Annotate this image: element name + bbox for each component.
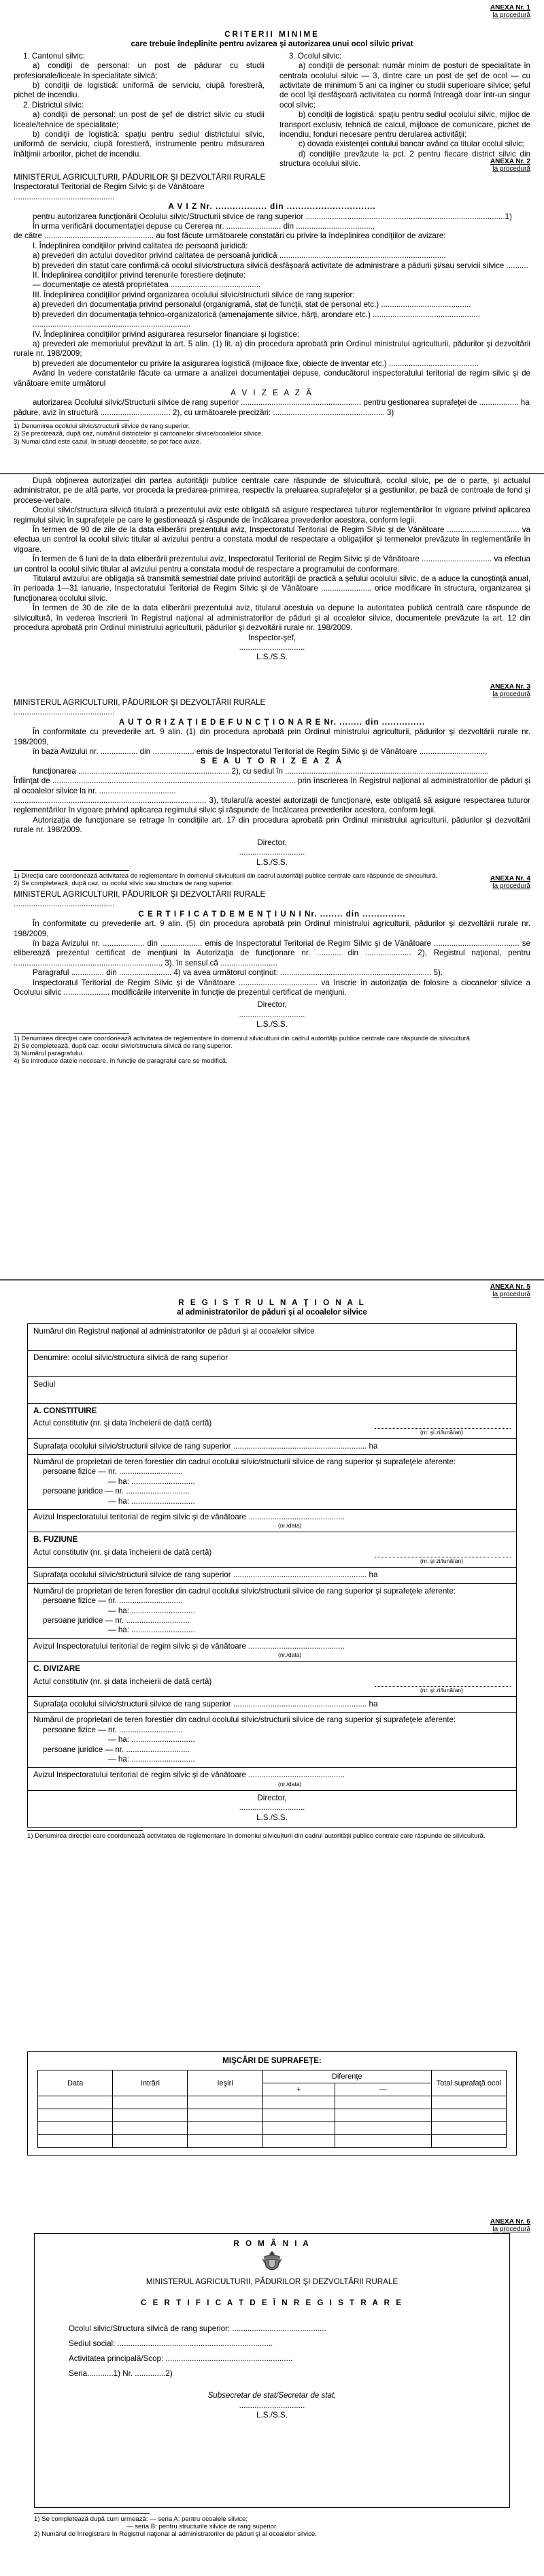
seal-label: L.S./S.S. <box>256 1813 288 1822</box>
field-label: persoane fizice — nr. ............................. <box>43 1725 183 1734</box>
paragraph: În termen de 90 de zile de la data eliberării prezentului aviz, Inspectoratul Teritorial de Regim Silvic şi de Vânătoare ................................. va efectua un control la ocolul silvic titular al avizului pentru a constata modul de respectare a obligaţiilor şi termenelor prevăzute în reglementările în vigoare. <box>14 525 530 554</box>
field-note: (nr. şi zi/lună/an) <box>420 1557 463 1565</box>
field-label: Actul constitutiv (nr. şi data încheierii de dată certă) <box>33 1547 212 1557</box>
aviz-line: pentru autorizarea funcţionării Ocolului silvic/Structurii silvice de rang superior ...........................................................................................1) <box>33 212 512 221</box>
field-label: Numărul de proprietari de teren forestier din cadrul ocolului silvic/structurii silvice de rang superior şi suprafeţele aferente: <box>33 1715 456 1725</box>
se-autorizeaza-heading: S E A U T O R I Z E A Z Ă <box>200 757 344 766</box>
aviz-line: III. Îndeplinirea condiţiilor privind organizarea ocolului silvic/structurii silvice de rang superior: <box>33 290 355 299</box>
annex-number: ANEXA Nr. 2 <box>490 158 530 165</box>
seal-label: L.S./S.S. <box>256 2411 288 2420</box>
field-label: — ha: ............................. <box>108 1625 195 1635</box>
field-label: Numărul de proprietari de teren forestier din cadrul ocolului silvic/structurii silvice de rang superior şi suprafeţele aferente: <box>33 1586 456 1596</box>
annex-label <box>14 875 530 890</box>
row-label: Numărul din Registrul naţional al administratorilor de păduri şi al ocoalelor silvice <box>33 1326 315 1336</box>
footnote: 2) Numărul de înregistrare în Registrul naţional al administratorilor de păduri şi al ocoalelor silvice. <box>34 2530 317 2539</box>
doc-line: În conformitate cu prevederile art. 9 alin. (1) din procedura aprobată prin Ordinul ministrului agriculturii, pădurilor şi dezvoltării rurale nr. 198/2009, <box>14 727 530 746</box>
criteria-title: CRITERII MINIME <box>224 30 320 39</box>
footnote: 1) Se completează după cum urmează: — seria A: pentru ocoalele silvice; <box>34 2515 248 2523</box>
registru-section <box>28 1662 516 1697</box>
footnote: 3) Numai când este cazul, în situaţii deosebite, se pot face avize. <box>14 437 201 446</box>
row-label: Sediul <box>33 1379 56 1389</box>
certificate-field: Sediul social: ....................................................................... <box>69 2339 273 2349</box>
criteria-item: 3. Ocolul silvic: <box>289 51 342 61</box>
footnote-rule <box>14 1033 129 1034</box>
annex-sub: la procedură <box>492 1291 530 1298</box>
autorizatie-title: A U T O R I Z A Ţ I E D E F U N C Ţ I O N A R E Nr. ........ din ............... <box>118 717 426 727</box>
inspectorate-name: Inspectoratul Teritorial de Regim Silvic şi de Vânătoare <box>14 182 205 192</box>
table-row <box>38 2122 507 2135</box>
paragraph: Titularul avizului are obligaţia să transmită semestrial date privind autorităţii de practică a şefului ocolului silvic, de a aduce la cunoştinţă anual, în perioada 1—31 ianuarie, Inspectoratului Teritorial de Regim Silvic şi de Vânătoare ....................... orice modificare în structura, organizarea şi funcţionarea ocolului silvic. <box>14 574 530 603</box>
field-label: persoane fizice — nr. ............................. <box>43 1467 183 1476</box>
registru-row <box>28 1713 516 1768</box>
field-label: — ha: ............................. <box>108 1754 195 1764</box>
criteria-item: d) condiţiile prevăzute la pct. 2 pentru fiecare district silvic din structura ocolului silvic. <box>279 149 530 169</box>
field-note: (nr./data) <box>278 1651 302 1659</box>
aviz-line: a) prevederi din documentaţia privind personalul (organigramă, stat de funcţii, stat de personal etc.) ......................................... <box>33 300 471 310</box>
registru-section <box>28 1404 516 1439</box>
criteria-left <box>14 52 265 169</box>
table-row <box>38 2135 507 2148</box>
field-label: Actul constitutiv (nr. şi data încheierii de dată certă) <box>33 1677 212 1686</box>
annex-sub: la procedură <box>492 691 530 698</box>
page-separator <box>0 1279 544 1281</box>
anexa-2-block <box>0 158 544 446</box>
dotted-line: .............................................. <box>14 192 115 201</box>
aviz-line: a) prevederi din actului doveditor privind calitatea de persoană juridică ............................................................................ <box>33 251 446 261</box>
seal-label: L.S./S.S. <box>256 653 288 662</box>
footnote-rule <box>34 2513 150 2514</box>
annex-sub: la procedură <box>492 2226 530 2233</box>
footnote: 1) Denumirea ocolului silvic/structurii silvice de rang superior. <box>14 423 190 431</box>
col-header: Data <box>38 2070 113 2096</box>
field-label: persoane juridice — nr. ............................. <box>43 1615 190 1625</box>
field-note: (nr./data) <box>278 1522 302 1530</box>
footnote: 2) Se completează, după caz, cu ocolul silvic sau structura de rang superior. <box>14 880 234 888</box>
footnote: 2) Se precizează, după caz, numărul districtelor şi cantoanelor silvice/ocoalelor silvice. <box>14 430 263 438</box>
annex-label <box>14 4 530 19</box>
aviz-line: ........................................................................ <box>33 320 190 329</box>
aviz-title: A V I Z Nr. .................. din ............................... <box>168 202 376 212</box>
dotted-line: .............................................. <box>14 899 115 909</box>
criteria-columns <box>14 52 530 169</box>
paragraph: După obţinerea autorizaţiei din partea autorităţii publice centrale care răspunde de silvicultură, ocolul silvic, pe de o parte, şi actualul administrator, pe de altă parte, vor proceda la predarea-primirea, respectiv la preluarea suprafeţelor şi a gestiunilor, pe bază de controale de fond şi procese-verbale. <box>14 476 530 505</box>
footnote: 1) Direcţia care coordonează activitatea de reglementare în domeniul silviculturii din cadrul autorităţii publice centrale care răspunde de silvicultură. <box>14 872 438 880</box>
row-label: Denumire: ocolul silvic/structura silvică de rang superior <box>33 1353 228 1362</box>
registru-row <box>28 1639 516 1662</box>
anexa-6-block <box>0 2218 544 2539</box>
aviz-line: b) prevederi din statut care confirmă că ocolul silvic/structura silvică desfăşoară activitate de administrare a pădurii şi/sau servicii silvice .......... <box>33 261 528 270</box>
paragraph: Ocolul silvic/structura silvică titulară a prezentului aviz este obligată să asigure respectarea tuturor reglementărilor în vigoare privind aplicarea regimului silvic în suprafeţele pe care le gestionează şi răspunde de încălcarea prevederilor acestora, conform legii. <box>14 506 530 525</box>
aviz-line: b) prevederi ale documentelor cu privire la asigurarea logistică (mijloace fixe, obiecte de inventar etc.) ......................................... <box>33 359 479 368</box>
criteria-item: c) dovada existenţei contului bancar având ca titular ocolul silvic; <box>299 139 524 149</box>
seal-label: L.S./S.S. <box>256 1020 288 1029</box>
registru-row <box>28 1584 516 1639</box>
field-note: (nr. şi zi/lună/an) <box>420 1686 463 1694</box>
section-title: A. CONSTITUIRE <box>33 1406 97 1415</box>
annex-number: ANEXA Nr. 6 <box>490 2218 530 2226</box>
page-separator <box>0 473 544 474</box>
doc-line: Autorizaţia de funcţionare se retrage în condiţiile art. 17 din procedura aprobată prin Ordinul ministrului agriculturii, pădurilor şi dezvoltării rurale nr. 198/2009. <box>14 815 530 835</box>
anexa-3-block <box>0 683 544 887</box>
coat-of-arms-icon <box>62 2250 482 2275</box>
field-label: persoane juridice — nr. ............................. <box>43 1487 190 1496</box>
aviz-line: II. Îndeplinirea condiţiilor privind terenurile forestiere deţinute: <box>33 271 246 280</box>
field-label: Numărul de proprietari de teren forestier din cadrul ocolului silvic/structurii silvice de rang superior şi suprafeţele aferente: <box>33 1457 456 1467</box>
doc-line: funcţionarea ..................................................................... 2), cu sediul în ............................................................................................. <box>33 766 489 776</box>
anexa-2-continued <box>0 476 544 663</box>
field-label: Suprafaţa ocolului silvic/structurii silvice de rang superior ............................................................. ha <box>33 1441 378 1451</box>
movements-block <box>0 2051 544 2156</box>
registru-row <box>28 1351 516 1377</box>
movements-title: MIŞCĂRI DE SUPRAFEŢE: <box>222 2056 322 2065</box>
field-label: persoane juridice — nr. ............................. <box>43 1745 190 1754</box>
annex-sub: la procedură <box>492 882 530 890</box>
field-label: — ha: ............................. <box>108 1476 195 1486</box>
aviz-line: autorizarea Ocolului silvic/Structurii silvice de rang superior ....................................................... pentru gestionarea suprafeţei de .................. ha <box>33 398 530 408</box>
director-title: Director, <box>257 1000 287 1010</box>
table-row <box>38 2109 507 2122</box>
ministry-name: MINISTERUL AGRICULTURII, PĂDURILOR ŞI DEZVOLTĂRII RURALE <box>14 698 266 707</box>
col-header: Ieşiri <box>188 2070 262 2096</box>
registru-row <box>28 1455 516 1510</box>
doc-line: În conformitate cu prevederile art. 9 alin. (5) din procedura aprobată prin Ordinul ministrului agriculturii, pădurilor şi dezvoltării rurale nr. 198/2009, <box>14 919 530 938</box>
field-label: — ha: ............................. <box>108 1606 195 1615</box>
director-line: .............................. <box>239 848 305 857</box>
criteria-subtitle: care trebuie îndeplinite pentru avizarea şi autorizarea unui ocol silvic privat <box>131 39 413 49</box>
col-subheader: — <box>335 2083 431 2096</box>
certificat-inregistrare-title: C E R T I F I C A T D E Î N R E G I S T R A R E <box>141 2298 403 2307</box>
registru-row <box>28 1324 516 1351</box>
footnote-rule <box>27 1830 143 1831</box>
director-line: .............................. <box>239 1803 305 1813</box>
certificate-field: Activitatea principală/Scop: .......................................................... <box>69 2354 293 2364</box>
ministry-name: MINISTERUL AGRICULTURII, PĂDURILOR ŞI DEZVOLTĂRII RURALE <box>14 890 266 899</box>
registru-subtitle: al administratorilor de păduri şi al ocoalelor silvice <box>177 1308 367 1317</box>
col-subheader: + <box>262 2083 335 2096</box>
movements-frame <box>27 2051 517 2156</box>
table-row <box>38 2096 507 2109</box>
registru-section <box>28 1532 516 1568</box>
aviz-line: I. Îndeplinirea condiţiilor privind calitatea de persoană juridică: <box>33 241 248 250</box>
aviz-line: pădure, aviz în structură ................................ 2), cu următoarele precizări: ................................................... 3) <box>14 408 394 417</box>
certificate-field: Seria............1) Nr. ..............2) <box>69 2369 173 2379</box>
dotted-line: .............................................. <box>14 708 115 717</box>
doc-line: ........................................................................................ 3), titularul/a acestei autorizaţii de funcţionare, este obligată să asigure respectarea tuturor reglementărilor în vigoare privind aplicarea regimului silvic şi răspunde de încălcarea prevederilor acestora, conform legii. <box>14 796 530 815</box>
registru-row <box>28 1568 516 1583</box>
annex-number: ANEXA Nr. 1 <box>490 4 530 12</box>
doc-line: Inspectoratul Teritorial de Regim Silvic şi de Vânătoare .................................... va înscrie în autorizaţia de folosire a ciocanelor silvice a Ocolului silvic ..................... modificările intervenite în funcţie de prezentul certificat de menţiuni. <box>14 978 530 997</box>
ministry-name: MINISTERUL AGRICULTURII, PĂDURILOR ŞI DEZVOLTĂRII RURALE <box>14 173 266 182</box>
field-label: Avizul Inspectoratului teritorial de regim silvic şi de vânătoare ............................................ <box>33 1770 345 1780</box>
footnote: 1) Denumirea direcţiei care coordonează activitatea de reglementare în domeniul silviculturii din cadrul autorităţii publice centrale care răspunde de silvicultură. <box>14 1034 472 1042</box>
footnote: 4) Se introduce datele necesare, în funcţie de paragraful care se modifică. <box>14 1057 228 1066</box>
aviz-line: — documentaţie ce atestă proprietatea ......................................... <box>33 280 261 290</box>
registru-row <box>28 1439 516 1455</box>
section-title: B. FUZIUNE <box>33 1535 78 1545</box>
certificat-mentiuni-title: C E R T I F I C A T D E M E N Ţ I U N I Nr. ........ din ............... <box>138 909 406 919</box>
field-label: Suprafaţa ocolului silvic/structurii silvice de rang superior ............................................................. ha <box>33 1699 378 1708</box>
doc-line: în baza Avizului nr. ................... din ................... emis de Inspectoratul Teritorial de Regim Silvic şi de Vânătoare ....................................... se eliberează prezentul certificat de menţiuni la Autorizaţia de funcţionare nr. ........... din ..................... 2), Registrul naţional, pentru .................................................................... 3), în sensul că .......................... <box>14 939 530 968</box>
criteria-item: b) condiţii de logistică: spaţiu pentru sediul districtului silvic, uniformă de serviciu, ciupă forestieră, instrumente pentru măsurarea înălţimii arborilor, pichet de incendiu. <box>14 130 265 159</box>
criteria-item: b) condiţii de logistică: uniformă de serviciu, ciupă forestieră, pichet de incendiu. <box>14 81 265 100</box>
annex-number: ANEXA Nr. 3 <box>490 683 530 691</box>
field-label: Avizul Inspectoratului teritorial de regim silvic şi de vânătoare ............................................ <box>33 1641 345 1651</box>
field-label: — ha: ............................. <box>108 1735 195 1745</box>
anexa-1-block <box>0 4 544 169</box>
aviz-line: b) prevederi din documentaţia tehnico-organizatorică (amenajamente silvice, hărţi, arondare etc.) ................................................. <box>33 310 480 319</box>
aviz-line: a) prevederi ale memoriului prevăzut la art. 5 alin. (1) lit. a) din procedura aprobată prin Ordinul ministrului agriculturii, pădurilor şi dezvoltării rurale nr. 198/2009; <box>14 339 530 359</box>
aviz-line: IV. Îndeplinirea condiţiilor privind asigurarea resurselor financiare şi logistice: <box>33 329 300 339</box>
doc-line: Paragraful ............... din ........................ 4) va avea următorul conţinut: ..................................................................... 5). <box>33 968 443 978</box>
field-label: Actul constitutiv (nr. şi data încheierii de dată certă) <box>33 1419 212 1428</box>
annex-label <box>14 2218 530 2233</box>
section-title: C. DIVIZARE <box>33 1664 80 1674</box>
registru-table <box>27 1323 517 1828</box>
aviz-line: de către .................................................. au fost făcute următoarele constatări cu privire la îndeplinirea condiţiilor de avizare: <box>14 231 446 241</box>
col-header: Total suprafaţă ocol <box>431 2070 506 2096</box>
footnote: 2) Se completează, după caz: ocolul silvic/structura silvică de rang superior. <box>14 1042 233 1050</box>
criteria-item: a) condiţii de personal: număr minim de posturi de specialitate în centrala ocolului silvic — 3, dintre care un post de şef de ocol — cu activitate de minimum 5 ani ca inginer cu studii superioare silvice; şeful de ocol îşi desfăşoară activitatea cu normă întreagă doar într-un singur ocol silvic; <box>279 61 530 110</box>
registru-row <box>28 1510 516 1532</box>
paragraph: În termen de 6 luni de la data eliberării prezentului aviz, Inspectoratul Teritorial de Regim Silvic şi de Vânătoare ................................ va efectua un control la ocolul silvic titular al avizului pentru a constata modul de respectare a programului de conformare. <box>14 555 530 574</box>
annex-number: ANEXA Nr. 4 <box>490 875 530 882</box>
aviz-line: În urma verificării documentaţiei depuse cu Cererea nr. ......................... din ..................................., <box>33 222 375 231</box>
field-label: Suprafaţa ocolului silvic/structurii silvice de rang superior ............................................................. ha <box>33 1570 378 1580</box>
avizeaza-heading: A V I Z E A Z Ă <box>231 388 313 397</box>
footnote: 3) Numărul paragrafului. <box>14 1050 84 1058</box>
field-note: (nr. şi zi/lună/an) <box>420 1428 463 1436</box>
certificate-field: Ocolul silvic/Structura silvică de rang superior: ........................................... <box>69 2324 326 2334</box>
footnote: — seria B: pentru structurile silvice de rang superior. <box>126 2523 278 2531</box>
footnote-rule <box>14 870 129 871</box>
anexa-4-block <box>0 875 544 1066</box>
ministry-name: MINISTERUL AGRICULTURII, PĂDURILOR ŞI DEZVOLTĂRII RURALE <box>146 2277 398 2287</box>
registru-row <box>28 1697 516 1713</box>
annex-number: ANEXA Nr. 5 <box>490 1283 530 1291</box>
movements-table <box>37 2070 507 2148</box>
criteria-item: 2. Districtul silvic: <box>23 100 84 110</box>
criteria-right <box>279 52 530 169</box>
footnote-rule <box>14 420 129 421</box>
signer-title: Subsecretar de stat/Secretar de stat, <box>207 2391 337 2400</box>
col-header: Diferenţe <box>262 2070 431 2083</box>
field-label: Avizul Inspectoratului teritorial de regim silvic şi de vânătoare ............................................ <box>33 1513 345 1522</box>
col-header: Intrări <box>113 2070 188 2096</box>
registru-row <box>28 1377 516 1404</box>
annex-sub: la procedură <box>492 12 530 19</box>
signer-title: Inspector-şef, <box>248 633 296 642</box>
country-name: R O M Â N I A <box>233 2239 311 2248</box>
annex-label <box>14 158 530 173</box>
annex-label <box>14 683 530 698</box>
certificate-frame <box>34 2233 510 2508</box>
director-line: .............................. <box>239 1010 305 1019</box>
registru-title: R E G I S T R U L N A Ţ I O N A L <box>178 1298 366 1307</box>
seal-label: L.S./S.S. <box>256 857 288 867</box>
annex-sub: la procedură <box>492 165 530 173</box>
field-label: — ha: ............................. <box>108 1496 195 1506</box>
field-note: (nr./data) <box>278 1780 302 1787</box>
field-label: persoane fizice — nr. ............................. <box>43 1596 183 1606</box>
doc-line: Înfiinţat de ............................................................................................................... prin înscrierea în Registrul naţional al administratorilor de păduri şi al ocoalelor silvice la nr. ................................... <box>14 776 530 795</box>
paragraph: În termen de 30 de zile de la data eliberării prezentului aviz, titularul acestuia va depune la autoritatea publică centrală care răspunde de silvicultură, în vederea înscrierii în Registrul naţional al administratorilor de păduri şi al ocoalelor silvice, documentele prevăzute la art. 12 din procedura aprobată prin Ordinul ministrului agriculturii, pădurilor şi dezvoltării rurale nr. 198/2009. <box>14 604 530 633</box>
aviz-line: Având în vedere constatările făcute ca urmare a analizei documentaţiei depuse, conducătorul inspectoratului teritorial de regim silvic şi de vânătoare emite următorul <box>14 369 530 388</box>
criteria-item: a) condiţii de personal: un post de pădurar cu studii profesionale/liceale în specialitate silvică; <box>14 61 265 80</box>
registru-signature <box>28 1791 516 1827</box>
director-title: Director, <box>257 1793 287 1802</box>
criteria-item: b) condiţii de logistică: spaţiu pentru sediul ocolului silvic, mijloc de transport exclusiv, tehnică de calcul, mijloace de comunicare, pichet de incendiu, fonduri necesare pentru derularea activităţii; <box>279 110 530 139</box>
criteria-item: a) condiţii de personal: un post de şef de district silvic cu studii liceale/tehnice de specialitate; <box>14 110 265 129</box>
signer-line: .............................. <box>239 642 305 652</box>
footnote: 1) Denumirea direcţiei care coordonează activitatea de reglementare în domeniul silviculturii din cadrul autorităţii publice centrale care răspunde de silvicultură. <box>27 1832 486 1840</box>
director-title: Director, <box>257 838 287 847</box>
anexa-5-block <box>0 1283 544 1840</box>
annex-label <box>14 1283 530 1298</box>
doc-line: în baza Avizului nr. ................. din ................... emis de Inspectoratul Teritorial de Regim Silvic şi de Vânătoare .............................., <box>33 747 488 757</box>
criteria-item: 1. Cantonul silvic: <box>23 51 85 61</box>
signer-line: .............................. <box>239 2400 305 2410</box>
registru-row <box>28 1768 516 1790</box>
